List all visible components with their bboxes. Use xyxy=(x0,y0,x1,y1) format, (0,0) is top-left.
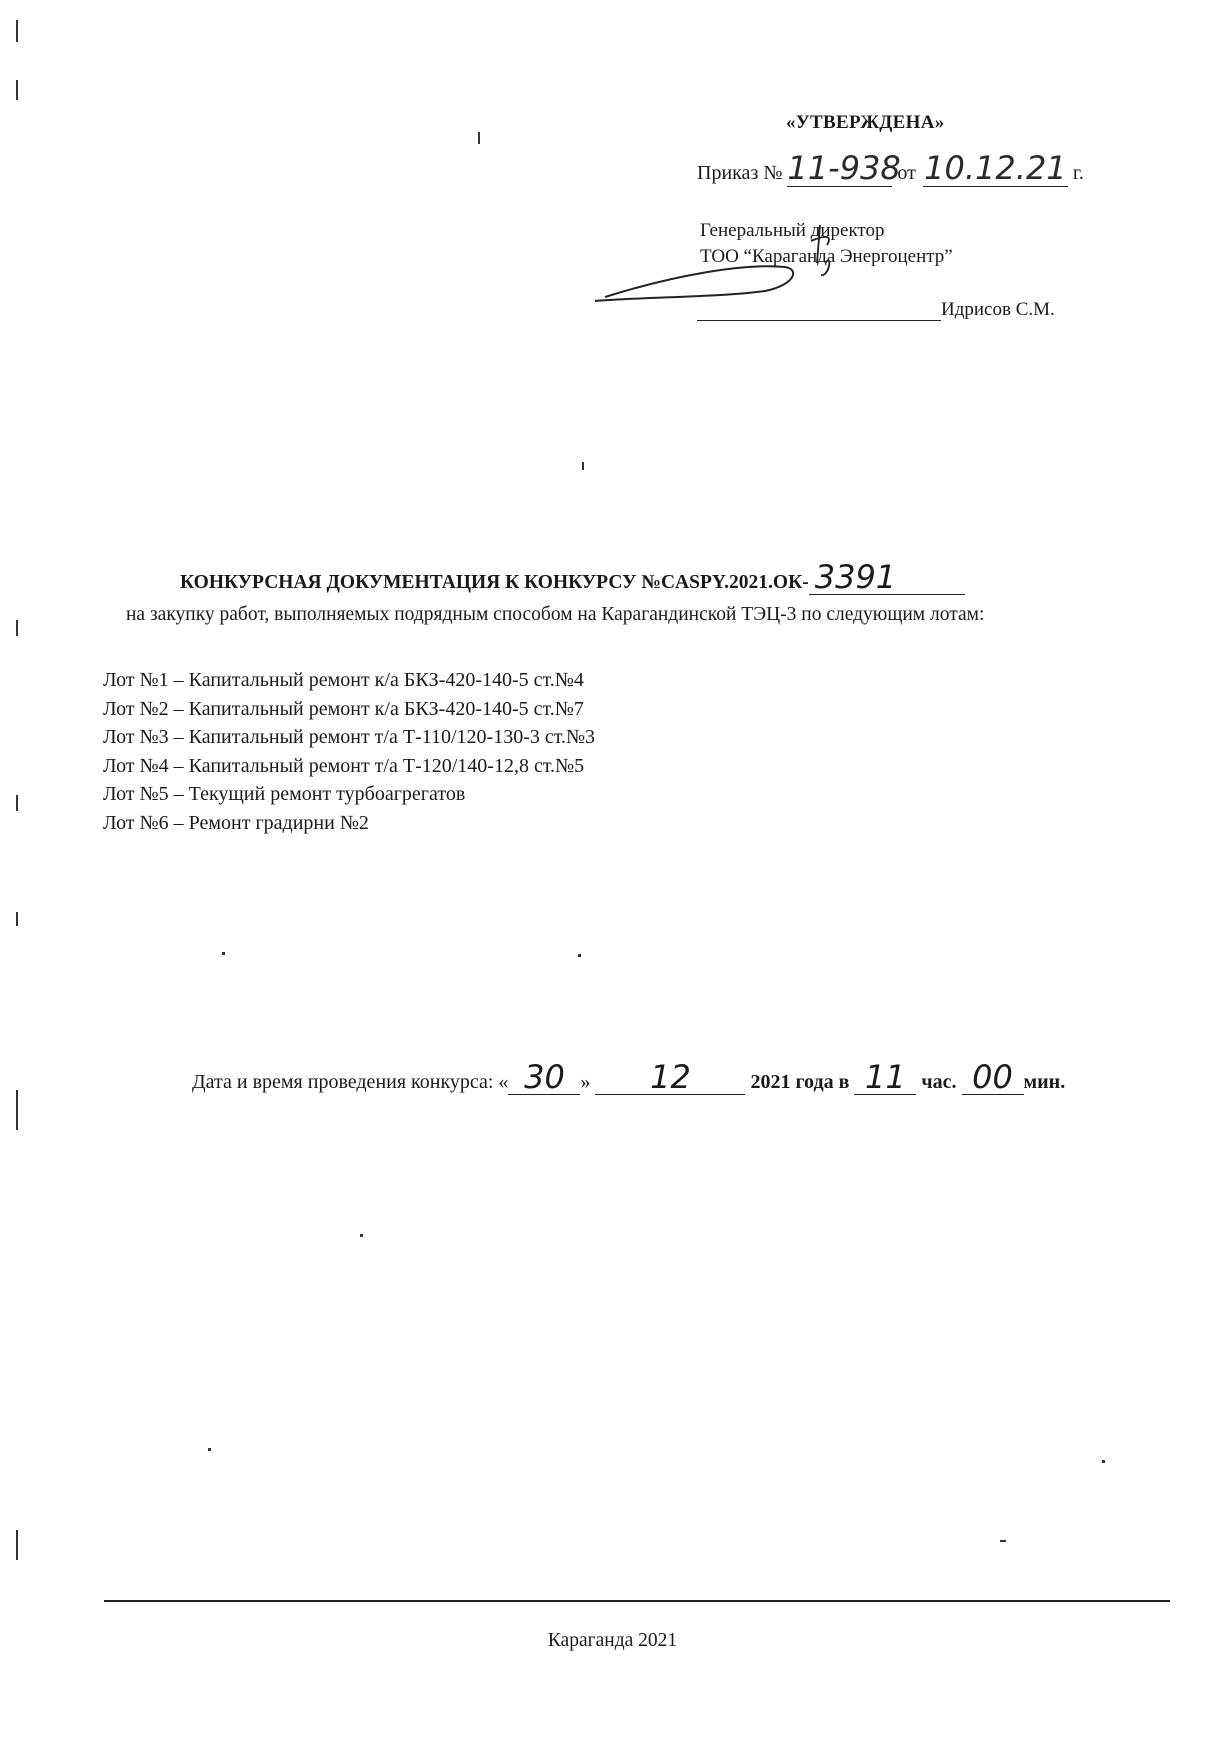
event-minute-unit: мин. xyxy=(1023,1071,1066,1093)
footer-city-year: Караганда 2021 xyxy=(547,1630,678,1651)
scan-mark xyxy=(16,1090,18,1130)
title-prefix: КОНКУРСНАЯ ДОКУМЕНТАЦИЯ К КОНКУРСУ №CASPY.2021.ОК- xyxy=(180,572,809,593)
event-month: 12 xyxy=(595,1060,745,1095)
scan-mark xyxy=(582,462,584,470)
lot-item: Лот №5 – Текущий ремонт турбоагрегатов xyxy=(103,783,466,805)
order-from: от xyxy=(897,162,916,184)
order-year-suffix: г. xyxy=(1072,162,1084,184)
event-label: Дата и время проведения конкурса: « xyxy=(192,1071,509,1093)
signature-line xyxy=(697,298,1055,321)
event-close-quote: » xyxy=(580,1071,591,1093)
scan-mark xyxy=(578,954,581,957)
approval-title: «УТВЕРЖДЕНА» xyxy=(786,112,945,133)
scan-mark xyxy=(478,132,480,144)
signatory-position: Генеральный директор xyxy=(700,220,885,241)
event-datetime xyxy=(192,1060,1065,1095)
scan-mark xyxy=(16,1530,18,1560)
footer-rule xyxy=(104,1600,1170,1602)
document-subtitle: на закупку работ, выполняемых подрядным способом на Карагандинской ТЭЦ-3 по следующим лотам: xyxy=(126,604,985,625)
scan-mark xyxy=(360,1234,363,1237)
event-hour-unit: час. xyxy=(921,1071,957,1093)
document-title xyxy=(180,560,965,595)
signatory-name: Идрисов С.М. xyxy=(941,299,1055,320)
lot-item: Лот №4 – Капитальный ремонт т/а Т-120/140-12,8 ст.№5 xyxy=(103,754,585,777)
scan-mark xyxy=(16,795,18,811)
order-date: 10.12.21 xyxy=(924,149,1067,187)
order-number: 11-938 xyxy=(787,149,901,187)
scan-mark xyxy=(208,1448,211,1451)
scan-mark xyxy=(16,20,18,42)
tender-number: 3391 xyxy=(809,560,965,595)
event-hour: 11 xyxy=(854,1060,916,1095)
signatory-organization: ТОО “Караганда Энергоцентр” xyxy=(700,246,953,267)
event-year: 2021 года в xyxy=(750,1071,850,1093)
scan-mark xyxy=(16,80,18,100)
scan-mark xyxy=(222,952,225,955)
lot-item: Лот №3 – Капитальный ремонт т/а Т-110/120-130-3 ст.№3 xyxy=(103,726,596,748)
lot-item: Лот №1 – Капитальный ремонт к/а БКЗ-420-140-5 ст.№4 xyxy=(103,669,584,691)
scan-mark xyxy=(16,912,18,926)
scan-mark xyxy=(16,620,18,636)
signature-blank xyxy=(697,298,941,321)
event-minute: 00 xyxy=(962,1060,1024,1095)
scan-mark xyxy=(1000,1540,1006,1542)
order-line xyxy=(697,150,1084,187)
lot-item: Лот №2 – Капитальный ремонт к/а БКЗ-420-140-5 ст.№7 xyxy=(103,697,584,720)
lot-item: Лот №6 – Ремонт градирни №2 xyxy=(103,811,369,834)
order-label: Приказ № xyxy=(697,162,783,184)
lots-list xyxy=(103,666,595,837)
scan-mark xyxy=(1102,1460,1105,1463)
event-day: 30 xyxy=(508,1060,580,1095)
